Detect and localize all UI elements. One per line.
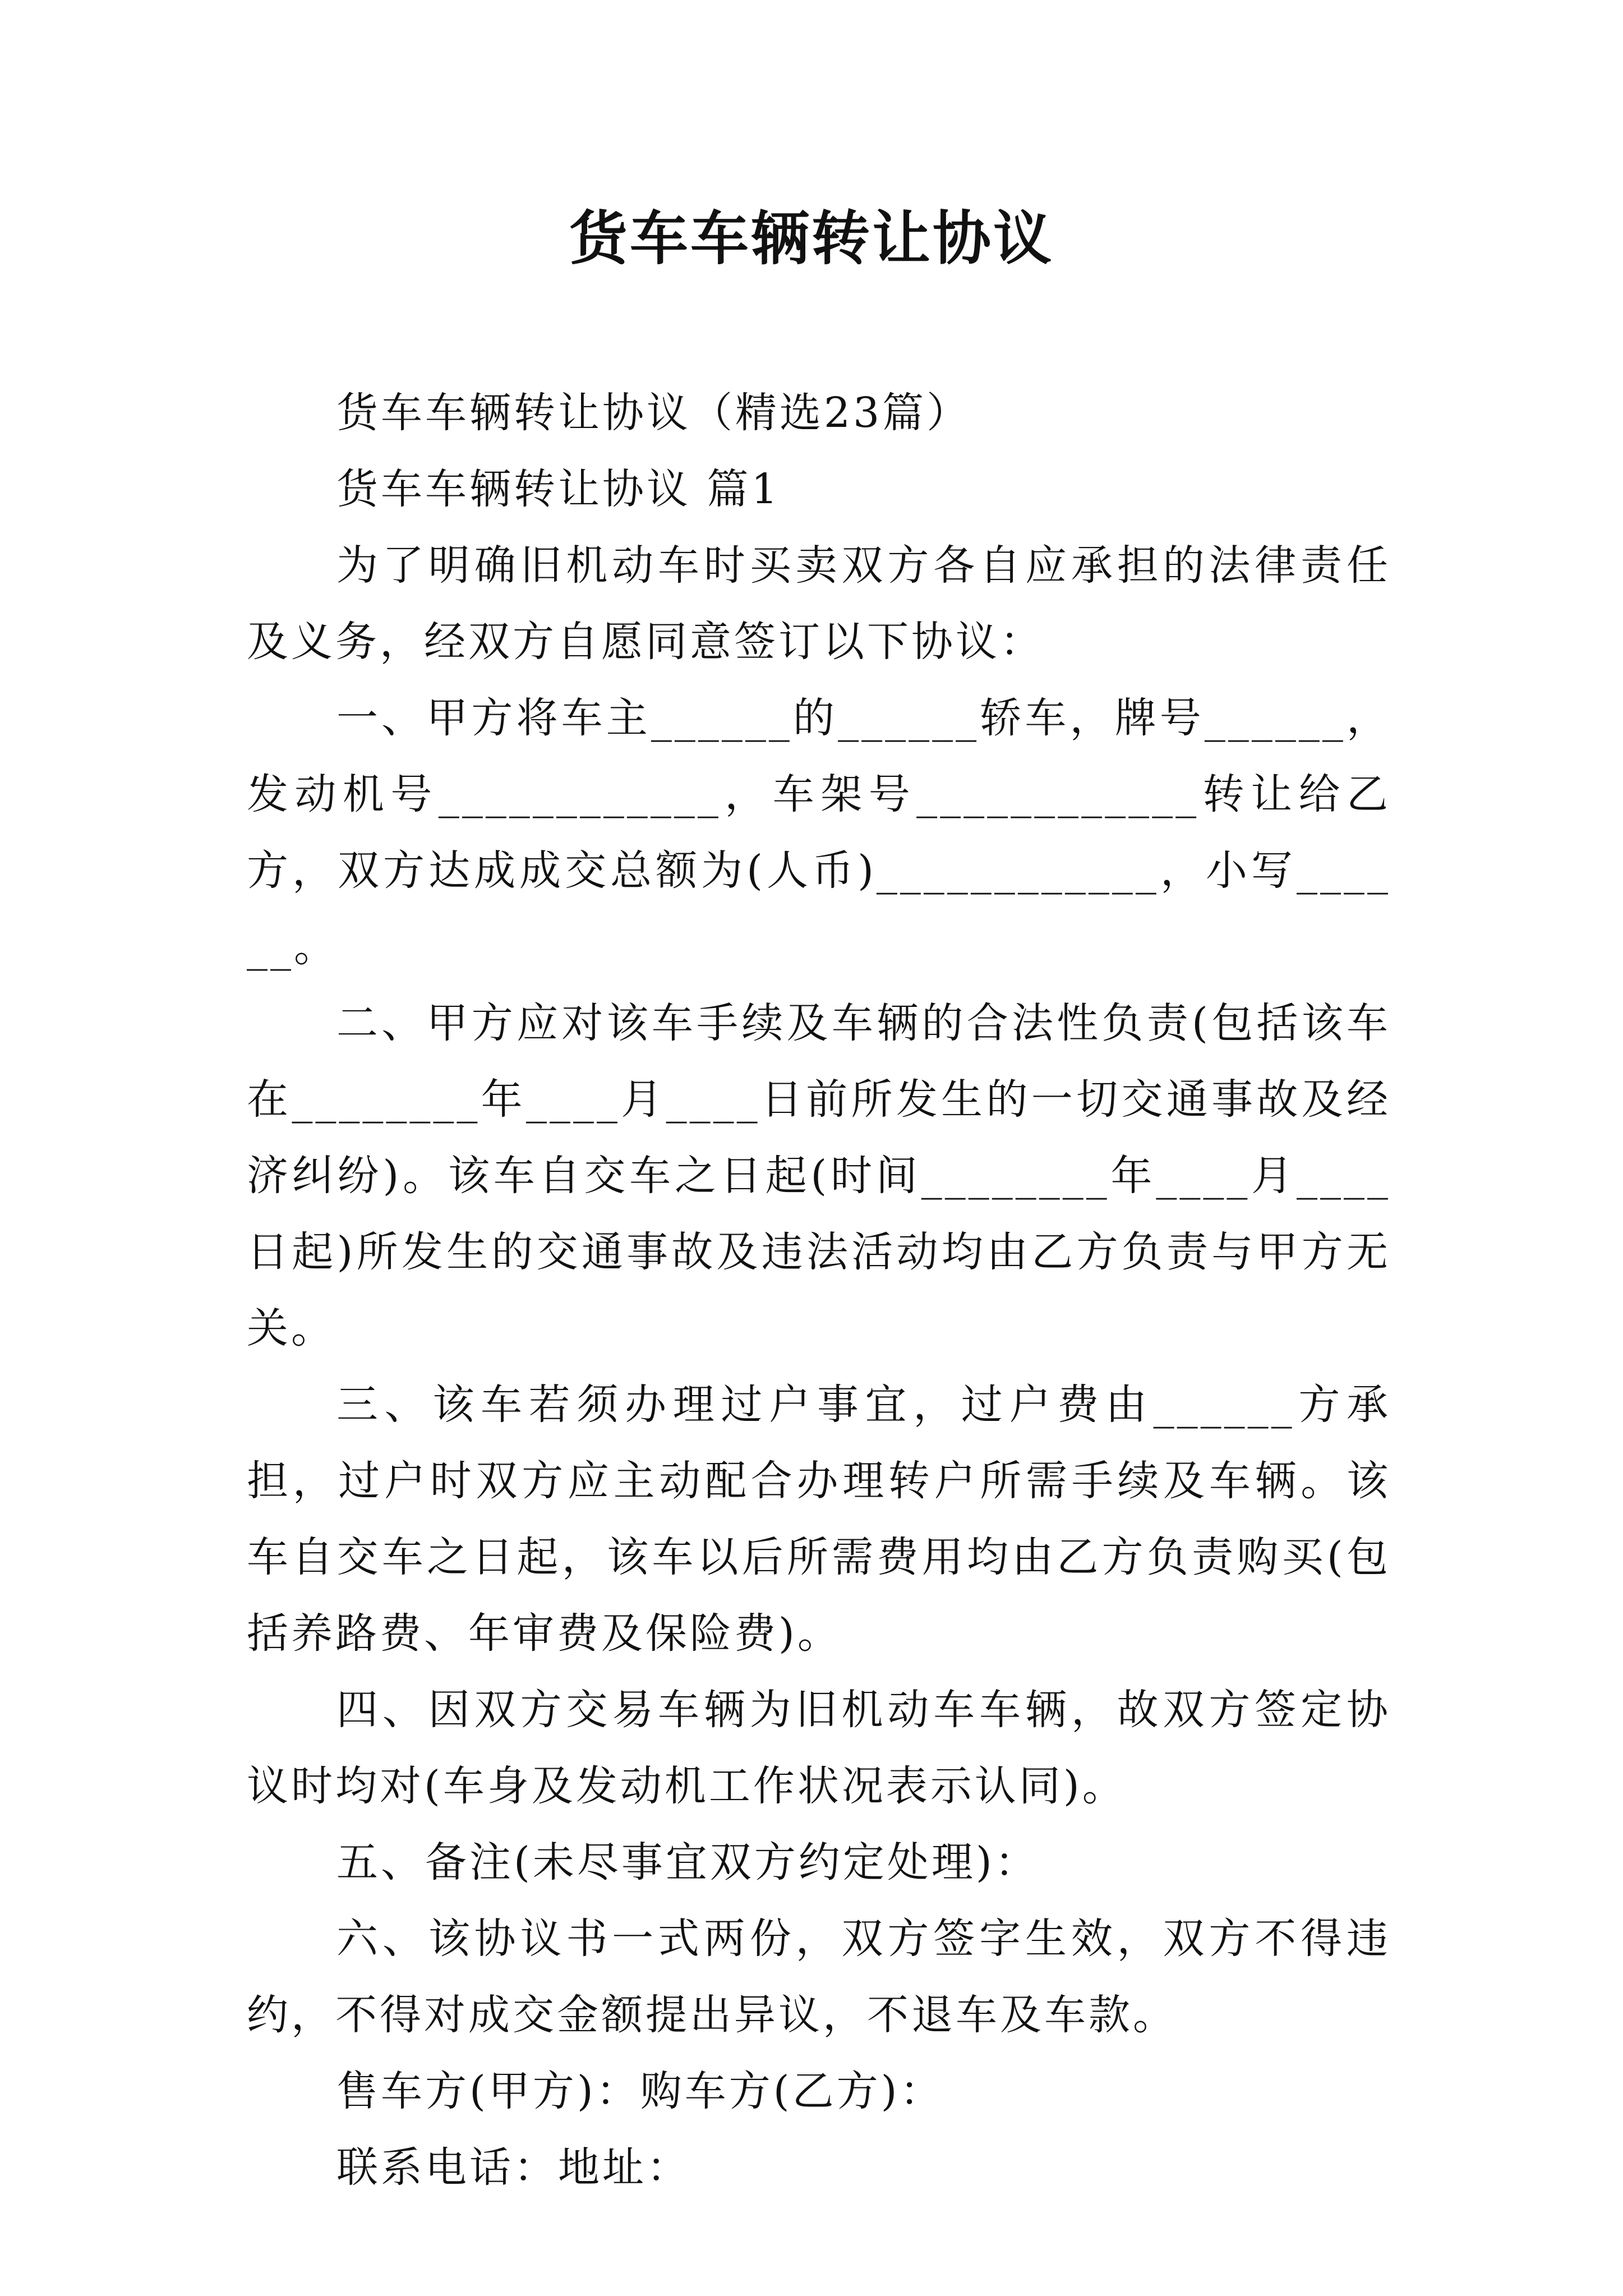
- paragraph-clause-1: 一、甲方将车主______的______轿车，牌号______，发动机号____________，车架号____________转让给乙方，双方达成成交总额为(人币)____________，小写______。: [247, 694, 1391, 971]
- paragraph-clause-2: 二、甲方应对该车手续及车辆的合法性负责(包括该车在________年____月____日前所发生的一切交通事故及经济纠纷)。该车自交车之日起(时间________年____月____日起)所发生的交通事故及违法活动均由乙方负责与甲方无关。: [247, 999, 1391, 1352]
- paragraph-parties: 售车方(甲方)：购车方(乙方)：: [336, 2067, 944, 2115]
- paragraph-section-heading: 货车车辆转让协议 篇1: [336, 465, 781, 513]
- paragraph-clause-5: 五、备注(未尽事宜双方约定处理)：: [336, 1838, 1039, 1887]
- paragraph-clause-6: 六、该协议书一式两份，双方签字生效，双方不得违约，不得对成交金额提出异议，不退车及车款。: [247, 1915, 1391, 2039]
- paragraph-contact: 联系电话：地址：: [336, 2143, 691, 2192]
- document-body: [247, 375, 1391, 2206]
- document-title: 货车车辆转让协议: [569, 204, 1054, 273]
- paragraph-clause-3: 三、该车若须办理过户事宜，过户费由______方承担，过户时双方应主动配合办理转户所需手续及车辆。该车自交车之日起，该车以后所需费用均由乙方负责购买(包括养路费、年审费及保险费)。: [247, 1381, 1391, 1658]
- paragraph-subtitle: 货车车辆转让协议（精选23篇）: [336, 389, 971, 437]
- paragraph-intro: 为了明确旧机动车时买卖双方各自应承担的法律责任及义务，经双方自愿同意签订以下协议：: [247, 541, 1391, 666]
- paragraph-clause-4: 四、因双方交易车辆为旧机动车车辆，故双方签定协议时均对(车身及发动机工作状况表示认同)。: [247, 1686, 1391, 1810]
